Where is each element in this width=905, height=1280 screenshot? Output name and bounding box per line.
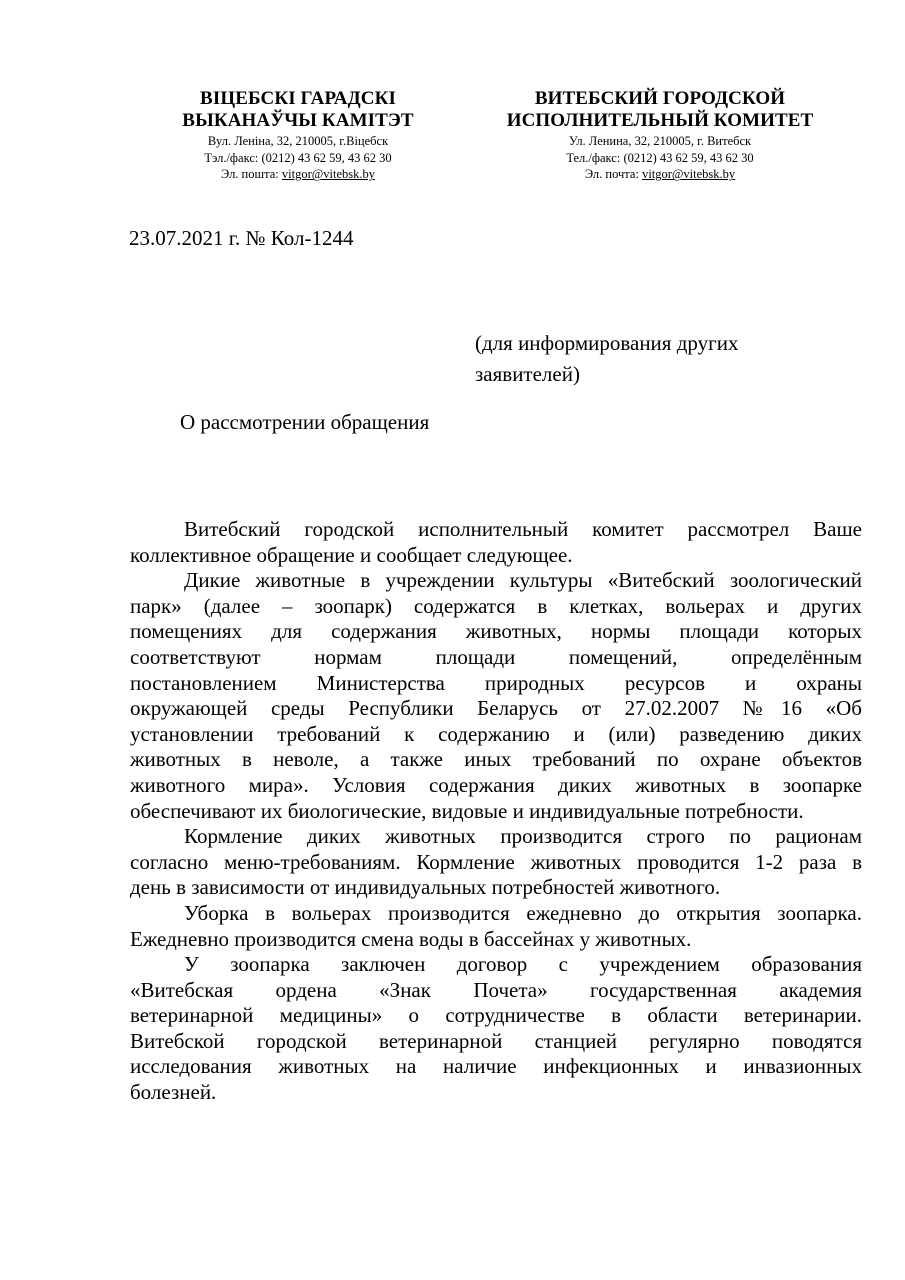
org-address: Ул. Ленина, 32, 210005, г. Витебск (568, 133, 752, 148)
paragraph-line: исследования животных на наличие инфекционных и инвазионных (130, 1054, 862, 1079)
email-label: Эл. пошта: (220, 167, 282, 182)
paragraph-line: животных в неволе, а также иных требований по охране объектов (130, 747, 862, 772)
paragraph-line: Уборка в вольерах производится ежедневно до открытия зоопарка. (184, 900, 862, 925)
org-name-line1: ВІЦЕБСКІ ГАРАДСКІ (200, 88, 396, 109)
letter-subject: О рассмотрении обращения (180, 410, 430, 434)
recipient-line: (для информирования других (475, 331, 739, 355)
body-paragraph (130, 952, 862, 1106)
email-link[interactable]: vitgor@vitebsk.by (642, 167, 736, 182)
paragraph-line: Витебской городской ветеринарной станцией регулярно поводятся (130, 1028, 862, 1053)
recipient-note (475, 328, 795, 390)
body-paragraph (130, 568, 862, 824)
paragraph-line: У зоопарка заключен договор с учреждением образования (184, 952, 862, 977)
org-name-line2: ИСПОЛНИТЕЛЬНЫЙ КОМИТЕТ (506, 109, 814, 131)
paragraph-line: Кормление диких животных производится строго по рационам (184, 824, 862, 849)
body-paragraph (130, 824, 862, 901)
email-link[interactable]: vitgor@vitebsk.by (281, 167, 375, 182)
body-paragraph (130, 901, 862, 952)
paragraph-line: окружающей среды Республики Беларусь от 27.02.2007 №16 «Об (130, 696, 862, 721)
paragraph-line: день в зависимости от индивидуальных потребностей животного. (130, 875, 721, 900)
org-address: Вул. Леніна, 32, 210005, г.Віцебск (207, 133, 389, 148)
org-name-line2: ВЫКАНАЎЧЫ КАМІТЭТ (182, 109, 414, 131)
paragraph-line: Ежедневно производится смена воды в бассейнах у животных. (130, 926, 692, 951)
letterhead-russian (475, 88, 845, 183)
org-email-line (158, 166, 438, 183)
paragraph-line: Витебский городской исполнительный комитет рассмотрел Ваше (184, 517, 862, 541)
paragraph-line: обеспечивают их биологические, видовые и индивидуальные потребности. (130, 798, 804, 823)
paragraph-line: установлении требований к содержанию и (или) разведению диких (130, 721, 862, 746)
org-email-line (475, 166, 845, 183)
paragraph-line: соответствуют нормам площади помещений, определённым (130, 644, 862, 669)
paragraph-line: постановлением Министерства природных ресурсов и охраны (130, 670, 862, 695)
letterhead-belarusian (158, 88, 438, 183)
paragraph-line: болезней. (130, 1080, 217, 1105)
paragraph-line: согласно меню-требованиям. Кормление животных проводится 1-2 раза в (130, 849, 862, 874)
paragraph-line: коллективное обращение и сообщает следующее. (130, 542, 573, 567)
org-phone: Тэл./факс: (0212) 43 62 59, 43 62 30 (204, 150, 392, 165)
body-paragraph (130, 517, 862, 568)
paragraph-line: парк» (далее – зоопарк) содержатся в клетках, вольерах и других (130, 593, 862, 618)
org-phone: Тел./факс: (0212) 43 62 59, 43 62 30 (566, 150, 754, 165)
org-name-line1: ВИТЕБСКИЙ ГОРОДСКОЙ (534, 88, 786, 109)
paragraph-line: животного мира». Условия содержания диких животных в зоопарке (130, 772, 862, 797)
paragraph-line: «Витебская ордена «Знак Почета» государственная академия (130, 977, 862, 1002)
email-label: Эл. почта: (584, 167, 643, 182)
document-number: 23.07.2021 г. № Кол-1244 (129, 226, 354, 250)
letter-body (130, 517, 862, 1106)
paragraph-line: помещениях для содержания животных, нормы площади которых (130, 619, 862, 644)
paragraph-line: ветеринарной медицины» о сотрудничестве в области ветеринарии. (130, 1003, 862, 1028)
paragraph-line: Дикие животные в учреждении культуры «Витебский зоологический (184, 568, 862, 593)
recipient-line: заявителей) (475, 362, 580, 386)
